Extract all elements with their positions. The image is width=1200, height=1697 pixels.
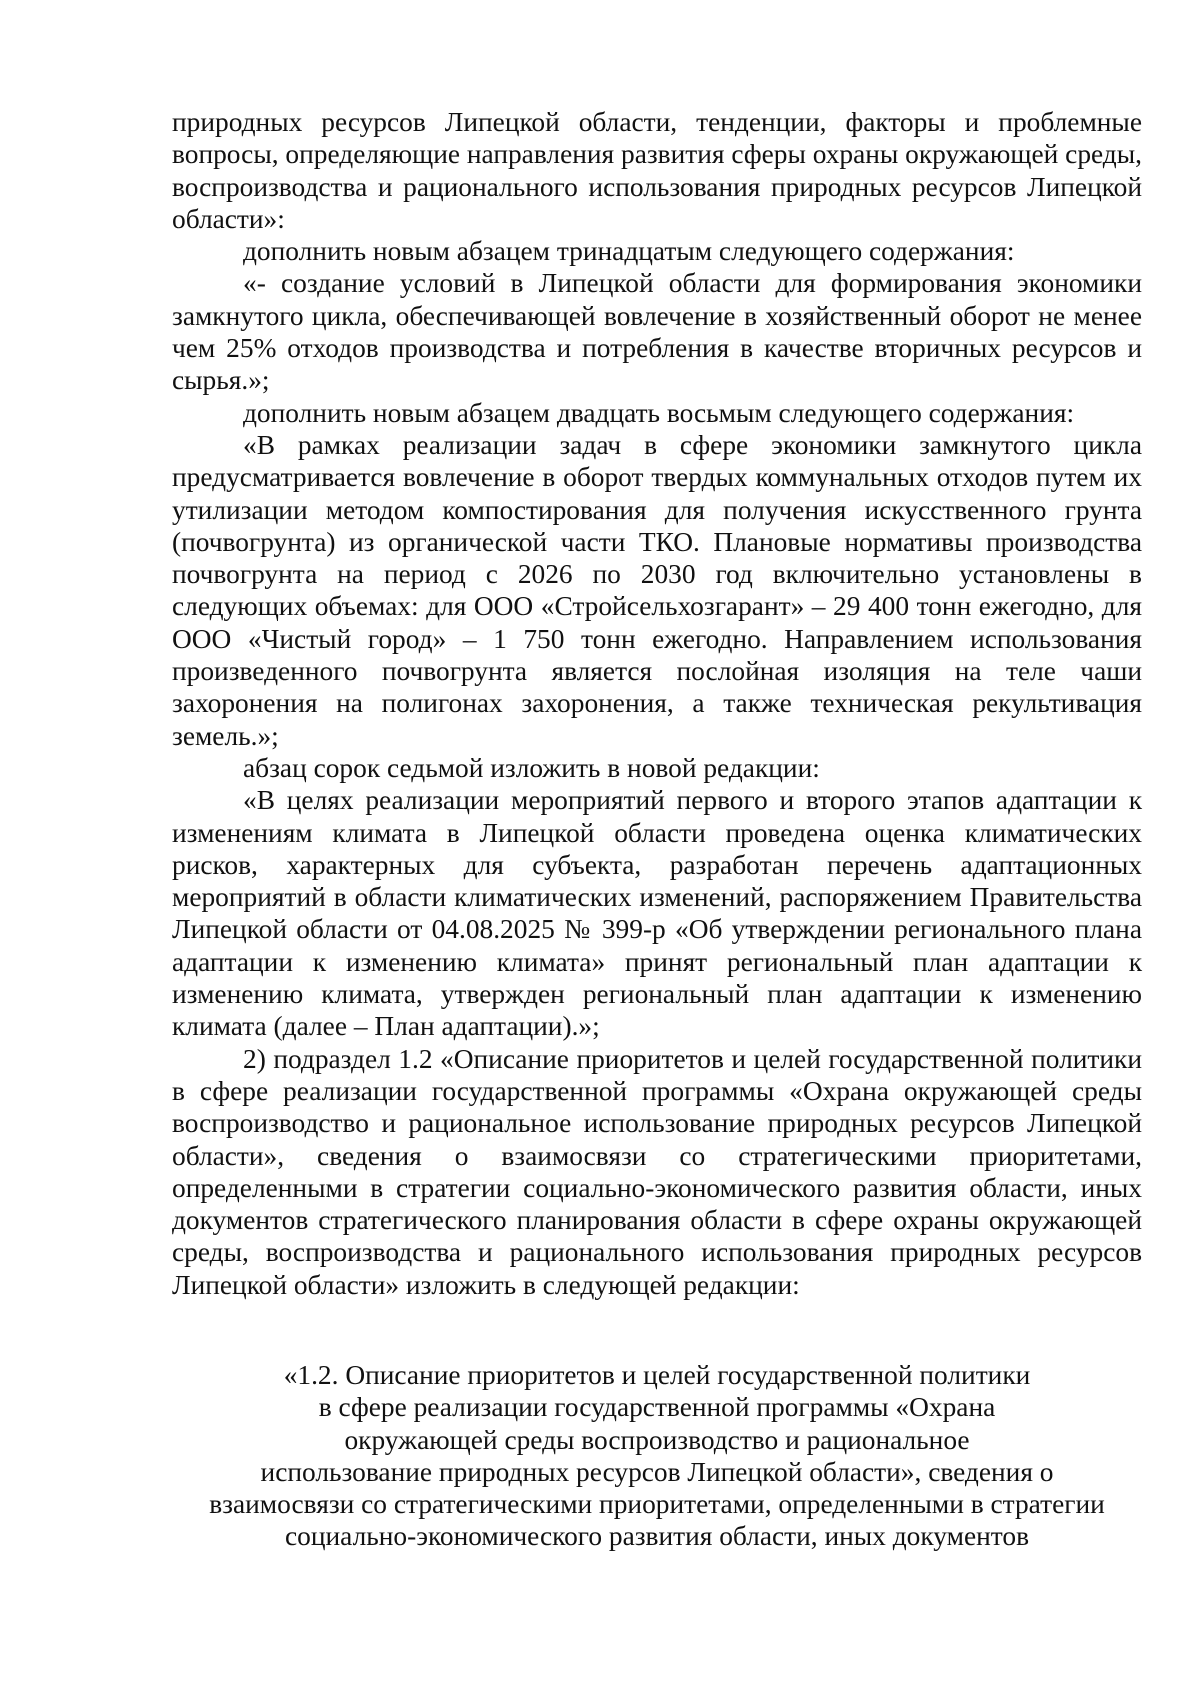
paragraph-instruction-47: абзац сорок седьмой изложить в новой редакции: [243, 752, 820, 783]
paragraph-subsection-1-2: 2) подраздел 1.2 «Описание приоритетов и целей государственной политики в сфере реализации государственной программы «Охрана окружающей среды воспроизводство и рациональное использование природных ресурсов Липецкой области», сведения о взаимосвязи со стратегическими приоритетами, определенными в стратегии социально-экономического развития области, иных документов стратегического планирования области в сфере охраны окружающей среды, воспроизводства и рационального использования природных ресурсов Липецкой области» изложить в следующей редакции: [172, 1043, 1142, 1300]
heading-line: «1.2. Описание приоритетов и целей государственной политики [283, 1359, 1031, 1390]
paragraph-instruction-13: дополнить новым абзацем тринадцатым следующего содержания: [243, 236, 1015, 267]
paragraph-quote-circular-economy: «- создание условий в Липецкой области для формирования экономики замкнутого цикла, обеспечивающей вовлечение в хозяйственный оборот не менее чем 25% отходов производства и потребления в качестве вторичных ресурсов и сырья.»; [172, 268, 1142, 396]
paragraph-quote-climate-adaptation: «В целях реализации мероприятий первого и второго этапов адаптации к изменениям климата в Липецкой области проведена оценка климатических рисков, характерных для субъекта, разработан перечень адаптационных мероприятий в области климатических изменений, распоряжением Правительства Липецкой области от 04.08.2025 № 399-р «Об утверждении регионального плана адаптации к изменению климата» принят региональный план адаптации к изменению климата, утвержден региональный план адаптации к изменению климата (далее – План адаптации).»; [172, 785, 1142, 1042]
paragraph-quote-composting: «В рамках реализации задач в сфере экономики замкнутого цикла предусматривается вовлечение в оборот твердых коммунальных отходов путем их утилизации методом компостирования для получения искусственного грунта (почвогрунта) из органической части ТКО. Плановые нормативы производства почвогрунта на период с 2026 по 2030 год включительно установлены в следующих объемах: для ООО «Стройсельхозгарант» – 29 400 тонн ежегодно, для ООО «Чистый город» – 1 750 тонн ежегодно. Направлением использования произведенного почвогрунта является послойная изоляция на теле чаши захоронения на полигонах захоронения, а также техническая рекультивация земель.»; [172, 429, 1142, 751]
heading-line: взаимосвязи со стратегическими приоритетами, определенными в стратегии [209, 1489, 1105, 1520]
heading-line: окружающей среды воспроизводство и рациональное [344, 1424, 970, 1455]
heading-line: использование природных ресурсов Липецкой области», сведения о [260, 1456, 1054, 1487]
paragraph-continuation: природных ресурсов Липецкой области, тенденции, факторы и проблемные вопросы, определяющие направления развития сферы охраны окружающей среды, воспроизводства и рационального использования природных ресурсов Липецкой области»: [172, 107, 1142, 234]
document-page [172, 106, 1142, 1553]
section-heading-1-2 [172, 1359, 1142, 1553]
heading-line: в сфере реализации государственной программы «Охрана [318, 1392, 996, 1423]
heading-line: социально-экономического развития области, иных документов [285, 1521, 1029, 1552]
paragraph-instruction-28: дополнить новым абзацем двадцать восьмым следующего содержания: [243, 397, 1075, 428]
